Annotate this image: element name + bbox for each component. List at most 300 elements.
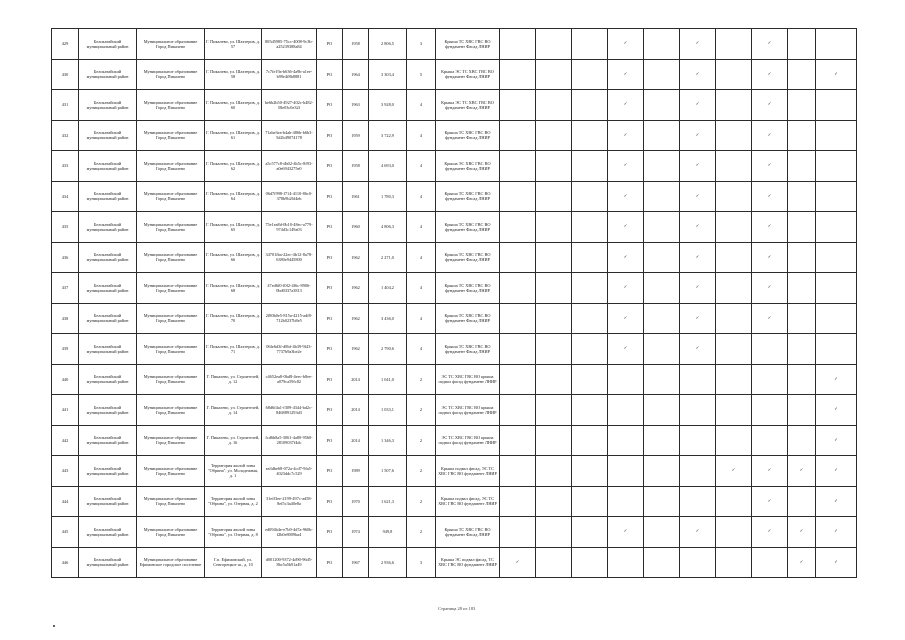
district-cell: Белокатайский муниципальный район [79,273,137,304]
empty-mark-cell [716,181,752,212]
empty-mark-cell [644,364,680,395]
year-cell: 1962 [343,334,369,365]
checkmark-icon: ✓ [680,120,716,151]
row-number: 440 [52,364,79,395]
empty-mark-cell [500,395,536,426]
table-row [52,425,857,456]
empty-mark-cell [644,90,680,121]
empty-mark-cell [716,120,752,151]
empty-mark-cell [788,181,816,212]
form-cell: РО [317,151,343,182]
empty-mark-cell [608,456,644,487]
guid-cell: 68d6f4a1-f309-4344-bd2c-8468891293d3 [262,395,317,426]
area-cell: 4 693,0 [369,151,407,182]
empty-mark-cell [680,395,716,426]
empty-mark-cell [752,547,788,578]
checkmark-icon: ✓ [608,151,644,182]
district-cell: Белокатайский муниципальный район [79,90,137,121]
empty-mark-cell [788,90,816,121]
floors-cell: 4 [407,151,436,182]
empty-mark-cell [572,334,608,365]
works-cell: Крыша ЭС ТС ХВС ГВС ВО фундамент Фасад ЛНИР [436,90,500,121]
empty-mark-cell [644,151,680,182]
empty-mark-cell [716,90,752,121]
empty-mark-cell [572,151,608,182]
empty-mark-cell [680,456,716,487]
empty-mark-cell [716,59,752,90]
empty-mark-cell [644,212,680,243]
checkmark-icon: ✓ [752,456,788,487]
address-cell: Г. Пикалево, ул. Строителей, д. 12 [205,364,262,395]
form-cell: РО [317,242,343,273]
floors-cell: 4 [407,242,436,273]
address-cell: Г. Пикалево, ул. Шахтеров, д. 61 [205,120,262,151]
checkmark-icon: ✓ [716,456,752,487]
checkmark-icon: ✓ [680,334,716,365]
empty-mark-cell [500,517,536,548]
area-cell: 3 436,0 [369,303,407,334]
owner-cell: Муниципальное образование Город Пикалево [137,151,205,182]
checkmark-icon: ✓ [816,425,857,456]
form-cell: РО [317,364,343,395]
table-row [52,59,857,90]
row-number: 432 [52,120,79,151]
empty-mark-cell [500,364,536,395]
guid-cell: 75e1ea8d-0b10-48ec-a779-974d3c149a03 [262,212,317,243]
checkmark-icon: ✓ [816,456,857,487]
owner-cell: Муниципальное образование Город Пикалево [137,334,205,365]
year-cell: 1958 [343,29,369,60]
empty-mark-cell [500,273,536,304]
empty-mark-cell [536,364,572,395]
table-row [52,181,857,212]
year-cell: 1970 [343,486,369,517]
district-cell: Белокатайский муниципальный район [79,181,137,212]
form-cell: РО [317,303,343,334]
row-number: 442 [52,425,79,456]
guid-cell: 805d5985-75cc-4008-9c3b-a25239388a84 [262,29,317,60]
empty-mark-cell [716,212,752,243]
empty-mark-cell [716,364,752,395]
area-cell: 1 507,6 [369,456,407,487]
empty-mark-cell [716,517,752,548]
works-cell: Крыша ЭС ХВС ГВС ВО фундамент Фасад ЛНИР [436,151,500,182]
empty-mark-cell [716,303,752,334]
empty-mark-cell [500,303,536,334]
floors-cell: 2 [407,425,436,456]
guid-cell: 06fe6d3f-d8bf-4b39-9f43-7737b9a3be2e [262,334,317,365]
area-cell: 2 806,5 [369,29,407,60]
area-cell: 949,8 [369,517,407,548]
empty-mark-cell [536,29,572,60]
checkmark-icon: ✓ [752,120,788,151]
form-cell: РО [317,212,343,243]
checkmark-icon: ✓ [608,334,644,365]
owner-cell: Муниципальное образование Город Пикалево [137,29,205,60]
owner-cell: Муниципальное образование Город Пикалево [137,395,205,426]
empty-mark-cell [644,242,680,273]
form-cell: РО [317,486,343,517]
checkmark-icon: ✓ [680,273,716,304]
table-row [52,517,857,548]
empty-mark-cell [644,29,680,60]
year-cell: 1963 [343,90,369,121]
empty-mark-cell [644,425,680,456]
district-cell: Белокатайский муниципальный район [79,59,137,90]
area-cell: 1 621,3 [369,486,407,517]
empty-mark-cell [716,547,752,578]
table-row [52,456,857,487]
form-cell: РО [317,395,343,426]
empty-mark-cell [500,181,536,212]
empty-mark-cell [536,517,572,548]
address-cell: Г. Пикалево, ул. Шахтеров, д. 62 [205,151,262,182]
row-number: 441 [52,395,79,426]
checkmark-icon: ✓ [752,273,788,304]
checkmark-icon: ✓ [816,59,857,90]
works-cell: ЭС ТС ХВС ГВС ВО крыша подвал фасад фундамент ЛНИР [436,364,500,395]
empty-mark-cell [788,212,816,243]
empty-mark-cell [752,395,788,426]
year-cell: 1962 [343,242,369,273]
floors-cell: 2 [407,364,436,395]
table-row [52,29,857,60]
address-cell: Территория жилой зоны "Обрина", ул. Озерная, д. 8 [205,517,262,548]
empty-mark-cell [788,273,816,304]
guid-cell: 7c7fe19a-b636-4a9b-a1ee-b99e4f8b8881 [262,59,317,90]
empty-mark-cell [536,151,572,182]
empty-mark-cell [500,212,536,243]
empty-mark-cell [608,395,644,426]
guid-cell: ed094b4e-e7b9-4d7a-960b-f2b0e8009ba4 [262,517,317,548]
empty-mark-cell [536,120,572,151]
row-number: 445 [52,517,79,548]
works-cell: ЭС ТС ХВС ГВС ВО крыша подвал фасад фундамент ЛНИР [436,395,500,426]
year-cell: 1960 [343,212,369,243]
year-cell: 2014 [343,425,369,456]
area-cell: 4 806,3 [369,212,407,243]
address-cell: Г. Пикалево, ул. Шахтеров, д. 60 [205,90,262,121]
owner-cell: Муниципальное образование Город Пикалево [137,120,205,151]
empty-mark-cell [500,120,536,151]
empty-mark-cell [572,90,608,121]
works-cell: Крыша ТС ХВС ГВС ВО фундамент Фасад ЛНИР [436,212,500,243]
empty-mark-cell [536,486,572,517]
empty-mark-cell [500,151,536,182]
empty-mark-cell [816,273,857,304]
guid-cell: c4652ea8-0bd8-4eec-b8ee-a079ca59fc82 [262,364,317,395]
checkmark-icon: ✓ [752,212,788,243]
checkmark-icon: ✓ [680,181,716,212]
works-cell: Крыша ЭС подвал фасад, ТС ХВС ГВС ВО фундамент ЛНИР [436,547,500,578]
checkmark-icon: ✓ [500,547,536,578]
checkmark-icon: ✓ [788,517,816,548]
row-number: 438 [52,303,79,334]
checkmark-icon: ✓ [816,547,857,578]
empty-mark-cell [500,425,536,456]
empty-mark-cell [572,425,608,456]
guid-cell: 47ed6f0-f0f2-4f6c-8906-0bd0337a3813 [262,273,317,304]
checkmark-icon: ✓ [752,59,788,90]
address-cell: Г. Пикалево, ул. Шахтеров, д. 57 [205,29,262,60]
works-cell: ЭС ТС ХВС ГВС ВО крыша подвал фасад фундамент ЛНИР [436,425,500,456]
empty-mark-cell [644,517,680,548]
checkmark-icon: ✓ [752,303,788,334]
floors-cell: 3 [407,547,436,578]
address-cell: Г. Пикалево, ул. Шахтеров, д. 58 [205,59,262,90]
empty-mark-cell [680,425,716,456]
empty-mark-cell [536,242,572,273]
empty-mark-cell [572,517,608,548]
empty-mark-cell [536,456,572,487]
empty-mark-cell [572,273,608,304]
district-cell: Белокатайский муниципальный район [79,364,137,395]
form-cell: РО [317,273,343,304]
empty-mark-cell [644,303,680,334]
checkmark-icon: ✓ [680,242,716,273]
empty-mark-cell [608,425,644,456]
checkmark-icon: ✓ [680,517,716,548]
empty-mark-cell [536,59,572,90]
empty-mark-cell [500,29,536,60]
owner-cell: Муниципальное образование Город Пикалево [137,364,205,395]
empty-mark-cell [572,212,608,243]
guid-cell: a5c577c8-db02-4b5c-8f93-a0e6943275e0 [262,151,317,182]
empty-mark-cell [536,547,572,578]
district-cell: Белокатайский муниципальный район [79,151,137,182]
empty-mark-cell [816,120,857,151]
district-cell: Белокатайский муниципальный район [79,547,137,578]
row-number: 433 [52,151,79,182]
address-cell: Г. Пикалево, ул. Шахтеров, д. 71 [205,334,262,365]
empty-mark-cell [644,486,680,517]
empty-mark-cell [752,364,788,395]
row-number: 437 [52,273,79,304]
checkmark-icon: ✓ [608,29,644,60]
owner-cell: Муниципальное образование Город Пикалево [137,425,205,456]
floors-cell: 2 [407,517,436,548]
guid-cell: be6b2b50-4927-402c-b482-58e03c0e32f [262,90,317,121]
empty-mark-cell [680,364,716,395]
guid-cell: d001200-9372-4d90-96d5-8bc5a5b91a49 [262,547,317,578]
empty-mark-cell [644,273,680,304]
table-row [52,486,857,517]
address-cell: Г. Пикалево, ул. Шахтеров, д. 64 [205,181,262,212]
empty-mark-cell [500,242,536,273]
owner-cell: Муниципальное образование Город Пикалево [137,181,205,212]
year-cell: 1958 [343,151,369,182]
empty-mark-cell [816,181,857,212]
empty-mark-cell [608,364,644,395]
page-footer: Страница 28 из 183 [438,606,476,611]
empty-mark-cell [788,29,816,60]
row-number: 435 [52,212,79,243]
empty-mark-cell [644,395,680,426]
empty-mark-cell [572,364,608,395]
empty-mark-cell [608,486,644,517]
checkmark-icon: ✓ [680,303,716,334]
floors-cell: 4 [407,303,436,334]
guid-cell: 31eff3ee-2199-497c-ad58-8ef5c3a40e8a [262,486,317,517]
checkmark-icon: ✓ [752,29,788,60]
checkmark-icon: ✓ [752,151,788,182]
empty-mark-cell [716,151,752,182]
empty-mark-cell [572,547,608,578]
district-cell: Белокатайский муниципальный район [79,29,137,60]
checkmark-icon: ✓ [680,59,716,90]
empty-mark-cell [536,395,572,426]
row-number: 446 [52,547,79,578]
area-cell: 2 271,0 [369,242,407,273]
form-cell: РО [317,334,343,365]
empty-mark-cell [788,334,816,365]
works-cell: Крыша ТС ХВС ГВС ВО фундамент Фасад ЛНИР [436,273,500,304]
floors-cell: 4 [407,212,436,243]
area-cell: 3 303,4 [369,59,407,90]
district-cell: Белокатайский муниципальный район [79,334,137,365]
floors-cell: 2 [407,395,436,426]
year-cell: 1962 [343,273,369,304]
year-cell: 2014 [343,364,369,395]
works-cell: Крыша подвал фасад, ЭС ТС ХВС ГВС ВО фундамент ЛНИР [436,456,500,487]
guid-cell: fcd6b8a5-3061-4a80-9560-28109037f4dc [262,425,317,456]
empty-mark-cell [572,59,608,90]
empty-mark-cell [572,303,608,334]
form-cell: РО [317,59,343,90]
table-row [52,395,857,426]
form-cell: РО [317,120,343,151]
row-number: 429 [52,29,79,60]
checkmark-icon: ✓ [680,29,716,60]
empty-mark-cell [536,90,572,121]
empty-mark-cell [536,212,572,243]
empty-mark-cell [644,181,680,212]
row-number: 434 [52,181,79,212]
empty-mark-cell [680,486,716,517]
empty-mark-cell [752,425,788,456]
empty-mark-cell [788,486,816,517]
empty-mark-cell [716,425,752,456]
owner-cell: Муниципальное образование Город Пикалево [137,59,205,90]
owner-cell: Муниципальное образование Город Пикалево [137,456,205,487]
empty-mark-cell [816,90,857,121]
empty-mark-cell [536,303,572,334]
area-cell: 1 346,3 [369,425,407,456]
row-number: 439 [52,334,79,365]
empty-mark-cell [572,486,608,517]
district-cell: Белокатайский муниципальный район [79,212,137,243]
checkmark-icon: ✓ [788,547,816,578]
floors-cell: 4 [407,90,436,121]
empty-mark-cell [788,151,816,182]
empty-mark-cell [500,334,536,365]
form-cell: РО [317,90,343,121]
year-cell: 1964 [343,59,369,90]
empty-mark-cell [572,181,608,212]
area-cell: 1 404,2 [369,273,407,304]
checkmark-icon: ✓ [680,90,716,121]
district-cell: Белокатайский муниципальный район [79,456,137,487]
owner-cell: Муниципальное образование Город Пикалево [137,90,205,121]
table-row [52,303,857,334]
floors-cell: 3 [407,29,436,60]
district-cell: Белокатайский муниципальный район [79,120,137,151]
empty-mark-cell [816,303,857,334]
table-row [52,90,857,121]
checkmark-icon: ✓ [608,59,644,90]
owner-cell: Муниципальное образование Город Пикалево [137,212,205,243]
area-cell: 3 928,0 [369,90,407,121]
form-cell: РО [317,456,343,487]
empty-mark-cell [644,59,680,90]
checkmark-icon: ✓ [752,517,788,548]
area-cell: 2 936,6 [369,547,407,578]
guid-cell: 2f80b0e5-815a-4215-adf8-712b0237b8e5 [262,303,317,334]
district-cell: Белокатайский муниципальный район [79,395,137,426]
district-cell: Белокатайский муниципальный район [79,303,137,334]
works-cell: Крыша ТС ХВС ГВС ВО фундамент Фасад ЛНИР [436,242,500,273]
empty-mark-cell [788,120,816,151]
year-cell: 1961 [343,181,369,212]
address-cell: Г. Пикалево, ул. Строителей, д. 16 [205,425,262,456]
area-cell: 1 780,3 [369,181,407,212]
area-cell: 3 722,9 [369,120,407,151]
year-cell: 1962 [343,303,369,334]
area-cell: 1 033,1 [369,395,407,426]
works-cell: Крыша ТС ХВС ГВС ВО фундамент Фасад ЛНИР [436,181,500,212]
empty-mark-cell [644,456,680,487]
row-number: 430 [52,59,79,90]
checkmark-icon: ✓ [608,212,644,243]
table-row [52,273,857,304]
district-cell: Белокатайский муниципальный район [79,242,137,273]
address-cell: Г.п. Ефимовский, ул. Сенгорецкое ш., д. 10 [205,547,262,578]
area-cell: 1 041,0 [369,364,407,395]
empty-mark-cell [536,181,572,212]
checkmark-icon: ✓ [816,486,857,517]
address-cell: Территория жилой зоны "Обрина", ул. Озерная, д. 2 [205,486,262,517]
works-cell: Крыша ТС ХВС ГВС ВО фундамент Фасад ЛНИР [436,29,500,60]
empty-mark-cell [716,273,752,304]
checkmark-icon: ✓ [608,517,644,548]
checkmark-icon: ✓ [608,242,644,273]
floors-cell: 2 [407,486,436,517]
owner-cell: Муниципальное образование Город Пикалево [137,517,205,548]
year-cell: 2014 [343,395,369,426]
scan-mark [53,625,55,627]
empty-mark-cell [816,212,857,243]
row-number: 444 [52,486,79,517]
year-cell: 1967 [343,547,369,578]
table-row [52,334,857,365]
empty-mark-cell [680,547,716,578]
checkmark-icon: ✓ [752,181,788,212]
works-cell: Крыша ТС ХВС ГВС ВО фундамент Фасад ЛНИР [436,120,500,151]
table-row [52,212,857,243]
form-cell: РО [317,181,343,212]
row-number: 443 [52,456,79,487]
district-cell: Белокатайский муниципальный район [79,486,137,517]
empty-mark-cell [572,395,608,426]
empty-mark-cell [816,242,857,273]
works-cell: Крыша ТС ХВС ГВС ВО фундамент Фасад ЛНИР [436,303,500,334]
empty-mark-cell [788,364,816,395]
address-cell: Территория жилой зоны "Обрина", ул. Молодежная, д. 1 [205,456,262,487]
guid-cell: 06d7f998-f714-4110-86c0-378b9b26f4eb [262,181,317,212]
checkmark-icon: ✓ [608,90,644,121]
checkmark-icon: ✓ [680,212,716,243]
table-row [52,547,857,578]
